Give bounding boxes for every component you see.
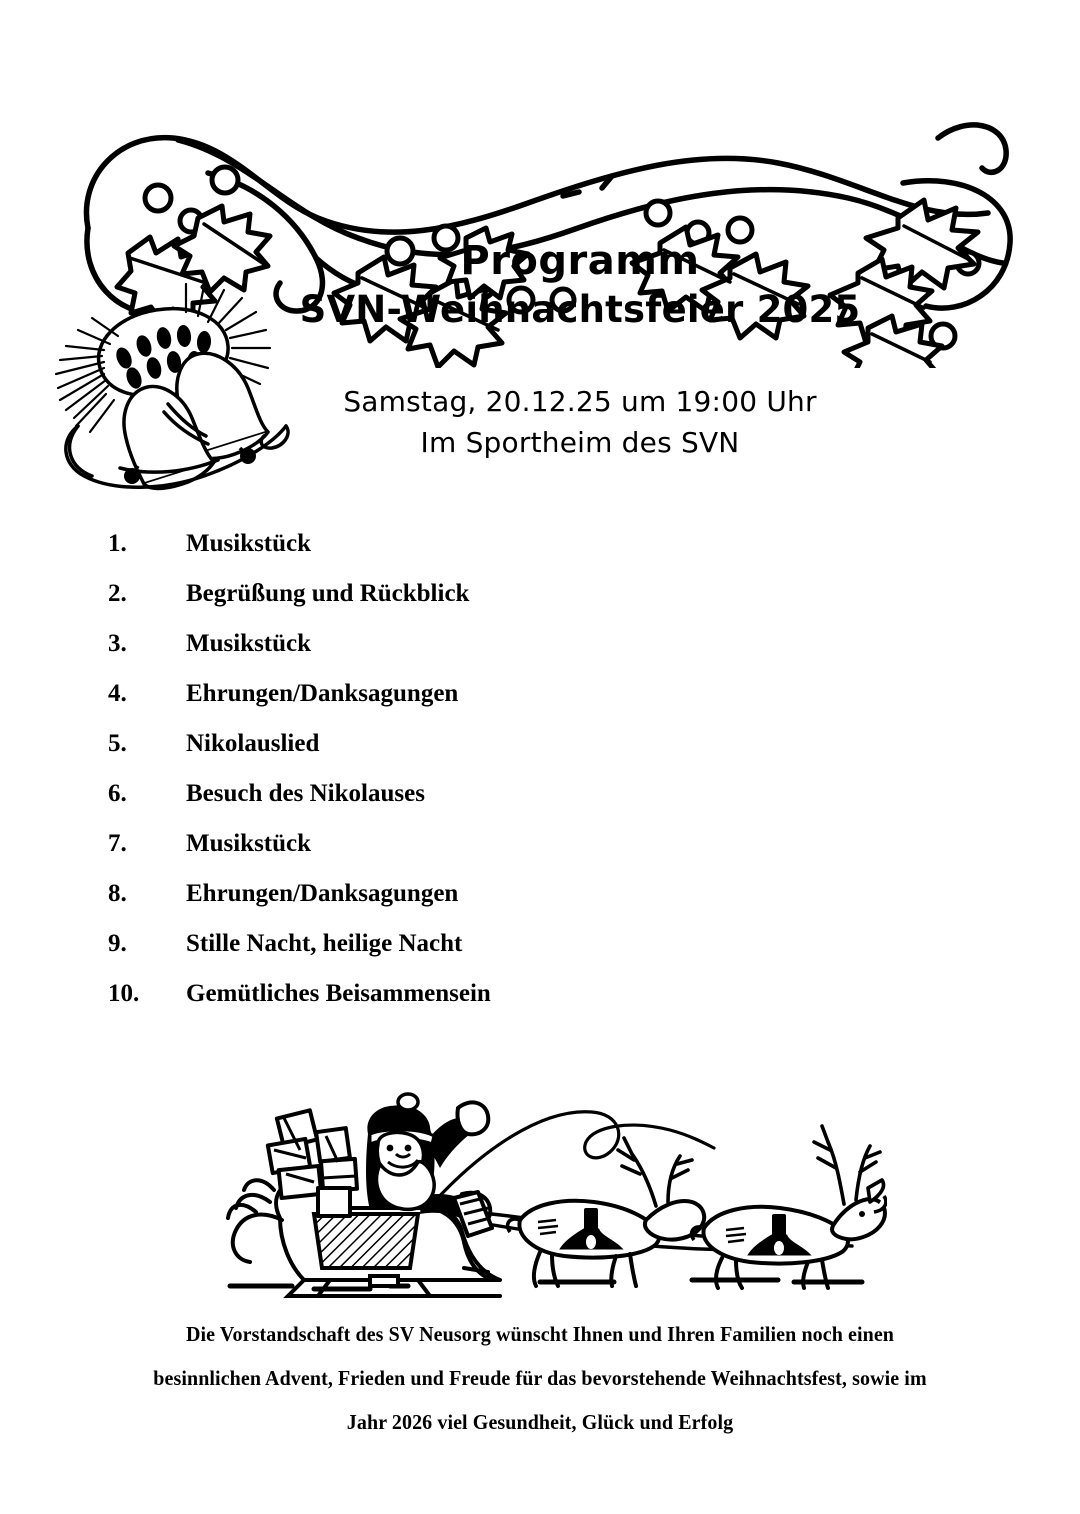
list-item	[108, 580, 868, 630]
list-item	[108, 780, 868, 830]
list-item	[108, 930, 868, 980]
list-item-label: Besuch des Nikolauses	[186, 780, 425, 807]
list-item	[108, 530, 868, 580]
closing-message	[100, 1312, 980, 1444]
list-item-label: Gemütliches Beisammensein	[186, 980, 491, 1007]
list-item-number: 3.	[108, 630, 127, 657]
header-block	[230, 240, 930, 331]
program-list	[108, 530, 868, 1030]
list-item-label: Musikstück	[186, 630, 312, 657]
closing-line: besinnlichen Advent, Frieden und Freude für das bevorstehende Weihnachtsfest, sowie im	[153, 1366, 927, 1391]
list-item-number: 1.	[108, 530, 127, 557]
list-item-number: 7.	[108, 830, 127, 857]
page-title: Programm	[460, 238, 700, 284]
list-item-number: 10.	[108, 980, 140, 1007]
list-item-number: 4.	[108, 680, 127, 707]
list-item-label: Stille Nacht, heilige Nacht	[186, 930, 463, 957]
list-item	[108, 730, 868, 780]
list-item-label: Begrüßung und Rückblick	[186, 580, 470, 607]
list-item-label: Nikolauslied	[186, 730, 320, 757]
list-item-number: 6.	[108, 780, 127, 807]
list-item-number: 5.	[108, 730, 127, 757]
list-item	[108, 830, 868, 880]
list-item-number: 8.	[108, 880, 127, 907]
list-item	[108, 880, 868, 930]
list-item-number: 2.	[108, 580, 127, 607]
closing-line: Die Vorstandschaft des SV Neusorg wünscht Ihnen und Ihren Familien noch einen	[185, 1322, 895, 1346]
list-item-label: Ehrungen/Danksagungen	[186, 680, 459, 707]
list-item-number: 9.	[108, 930, 127, 957]
list-item	[108, 680, 868, 730]
list-item-label: Musikstück	[186, 530, 312, 557]
closing-line: Jahr 2026 viel Gesundheit, Glück und Erfolg	[346, 1410, 734, 1435]
list-item	[108, 630, 868, 680]
list-item-label: Musikstück	[186, 830, 312, 857]
list-item	[108, 980, 868, 1030]
page-subtitle: SVN-Weihnachtsfeier 2025	[299, 288, 861, 332]
santa-sleigh-icon	[222, 1090, 887, 1300]
event-details	[230, 382, 930, 463]
event-date: Samstag, 20.12.25 um 19:00 Uhr	[343, 385, 817, 418]
event-venue: Im Sportheim des SVN	[420, 425, 740, 459]
list-item-label: Ehrungen/Danksagungen	[186, 880, 459, 907]
